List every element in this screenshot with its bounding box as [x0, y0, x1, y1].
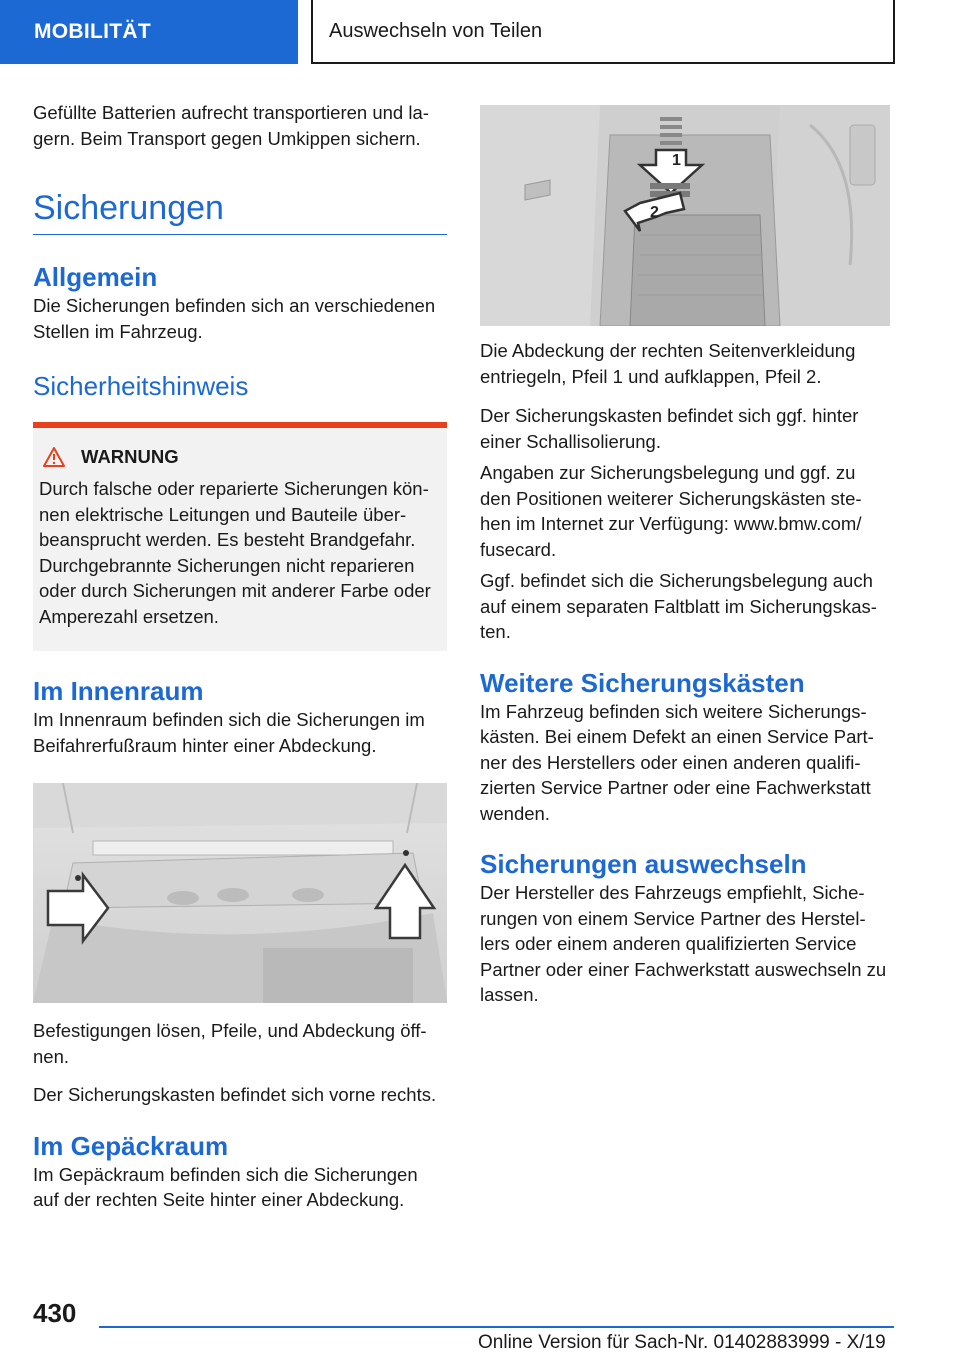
wechseln-heading: Sicherungen auswechseln: [480, 849, 807, 879]
arrow-1-label: 1: [672, 152, 681, 169]
left-column: [33, 100, 447, 1213]
weitere-text: Im Fahrzeug befinden sich weitere Sicherungs‐kästen. Bei einem Defekt an einen Service Part‐ner des Herstellers oder einen anderen qualifi‐zierten Service Partner oder eine Fachwerkstatt wenden.: [480, 700, 874, 824]
warning-triangle-icon: [43, 447, 65, 467]
footer-version: Online Version für Sach-Nr. 01402883999 - X/19: [478, 1332, 886, 1353]
trunk-image: [480, 105, 890, 326]
footwell-image: [33, 783, 447, 1003]
warning-title: WARNUNG: [81, 446, 179, 467]
footer-rule: [99, 1326, 894, 1328]
right-column: [480, 105, 890, 1008]
warning-box: [33, 422, 447, 651]
section-heading: Sicherungen: [33, 189, 447, 235]
right-text1: Der Sicherungskasten befindet sich ggf. hinter einer Schallisolierung.: [480, 405, 859, 452]
page-number: 430: [33, 1298, 77, 1328]
sicherheit-heading: Sicherheitshinweis: [33, 371, 249, 401]
gepaeck-text: Im Gepäckraum befinden sich die Sicherungen auf der rechten Seite hinter einer Abdeckung.: [33, 1163, 418, 1210]
innenraum-text2: Der Sicherungskasten befindet sich vorne rechts.: [33, 1084, 437, 1105]
right-text2: Angaben zur Sicherungsbelegung und ggf. zu den Positionen weiterer Sicherungskästen ste‐hen im Internet zur Verfügung: www.bmw.com/ fusecard.: [480, 462, 862, 560]
trunk-caption: Die Abdeckung der rechten Seitenverkleidung entriegeln, Pfeil 1 und aufklappen, Pfeil 2.: [480, 340, 856, 387]
chapter-title: Auswechseln von Teilen: [311, 0, 895, 64]
arrow-2-label: 2: [650, 204, 659, 221]
gepaeck-heading: Im Gepäckraum: [33, 1130, 229, 1161]
innenraum-text: Im Innenraum befinden sich die Sicherungen im Beifahrerfußraum hinter einer Abdeckung.: [33, 709, 425, 756]
section-tab: MOBILITÄT: [0, 0, 298, 64]
allgemein-text: Die Sicherungen befinden sich an verschiedenen Stellen im Fahrzeug.: [33, 295, 436, 342]
weitere-heading: Weitere Sicherungskästen: [480, 667, 805, 698]
innenraum-caption: Befestigungen lösen, Pfeile, und Abdeckung öff‐nen.: [33, 1020, 427, 1067]
wechseln-text: Der Hersteller des Fahrzeugs empfiehlt, Siche‐rungen von einem Service Partner des Herstel‐lers oder einem anderen qualifizierten Service Partner oder einer Fachwerkstatt auswechseln zu lassen.: [480, 882, 887, 1005]
warning-text: Durch falsche oder reparierte Sicherungen kön‐nen elektrische Leitungen und Bauteile über‐beansprucht werden. Es besteht Brandgefahr. Durchgebrannte Sicherungen nicht reparieren oder durch Sicherungen mit anderer Farbe oder Amperezahl ersetzen.: [39, 478, 431, 627]
right-text3: Ggf. befindet sich die Sicherungsbelegung auch auf einem separaten Faltblatt im Sicherungskas‐ten.: [480, 570, 877, 642]
intro-text: Gefüllte Batterien aufrecht transportieren und la‐gern. Beim Transport gegen Umkippen sichern.: [33, 102, 429, 149]
allgemein-heading: Allgemein: [33, 262, 158, 292]
innenraum-heading: Im Innenraum: [33, 676, 204, 706]
